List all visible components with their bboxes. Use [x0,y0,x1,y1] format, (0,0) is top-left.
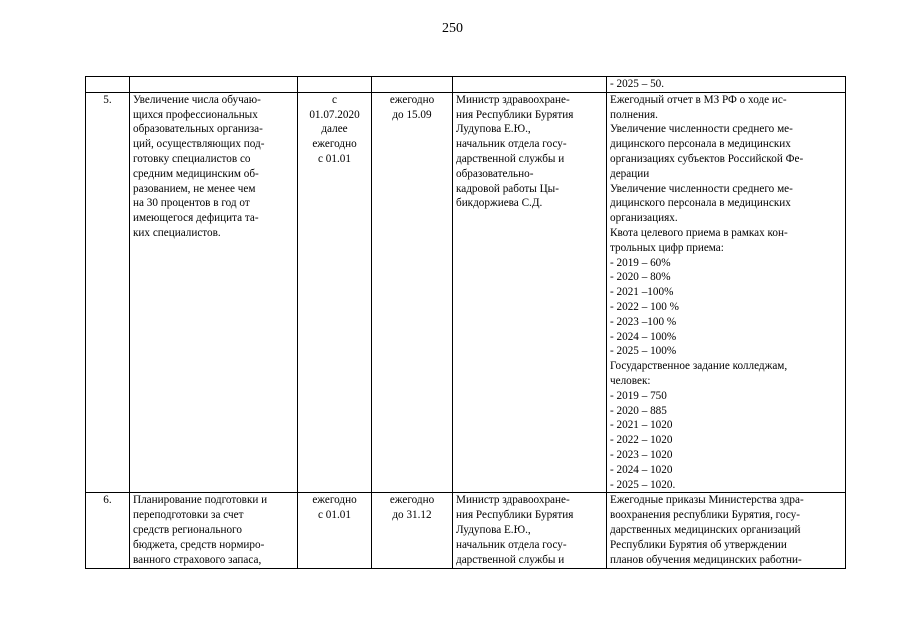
measure-line: имеющегося дефицита та- [133,212,259,225]
responsible-line: Министр здравоохране- [456,494,570,507]
result-line: Государственное задание колледжам, [610,360,788,373]
start-line: с 01.01 [318,509,351,522]
period-line: ежегодно [389,93,435,106]
start-line: ежегодно [312,138,357,151]
responsible-line: дарственной службы и [456,152,565,165]
start-line: с 01.01 [318,152,351,165]
result-line: Ежегодные приказы Министерства здра- [610,494,804,507]
cell-start-date [298,77,372,93]
responsible-line: ния Республики Бурятия [456,108,574,121]
cell-measure [130,493,298,569]
responsible-line: начальник отдела госу- [456,138,567,151]
result-line: трольных цифр приема: [610,241,724,254]
start-line: с [332,93,337,106]
cell-responsible [453,493,607,569]
plan-table [85,76,846,569]
measure-line: на 30 процентов в год от [133,197,250,210]
result-line: воохранения республики Бурятия, госу- [610,509,800,522]
period-line: до 15.09 [392,108,432,121]
responsible-line: бикдоржиева С.Д. [456,197,543,210]
result-line: дицинского персонала в медицинских [610,138,791,151]
table-row-6 [86,493,846,569]
responsible-line: образовательно- [456,167,534,180]
measure-line: ких специалистов. [133,226,221,239]
cell-number: 6. [86,493,130,569]
cell-responsible [453,92,607,493]
result-line: - 2024 – 1020 [610,463,673,476]
result-line: - 2025 – 50. [610,78,665,90]
table-body [86,77,846,569]
measure-line: средним медицинским об- [133,167,259,180]
responsible-line: начальник отдела госу- [456,538,567,551]
responsible-line: кадровой работы Цы- [456,182,559,195]
measure-line: ванного страхового запаса, [133,553,262,566]
result-line: - 2019 – 60% [610,256,671,269]
result-line: - 2019 – 750 [610,389,667,402]
result-line: Ежегодный отчет в МЗ РФ о ходе ис- [610,93,787,106]
cell-period [372,92,453,493]
result-line: Увеличение численности среднего ме- [610,182,793,195]
responsible-line: ния Республики Бурятия [456,509,574,522]
measure-line: средств регионального [133,523,242,536]
cell-period [372,77,453,93]
result-line: дерации [610,167,650,180]
period-line: ежегодно [389,494,435,507]
result-line: - 2022 – 1020 [610,434,673,447]
cell-period [372,493,453,569]
cell-number: 5. [86,92,130,493]
result-line: - 2021 – 1020 [610,419,673,432]
result-line: дицинского персонала в медицинских [610,197,791,210]
measure-line: готовку специалистов со [133,152,251,165]
measure-line: Планирование подготовки и [133,494,268,507]
result-line: - 2025 – 100% [610,345,677,358]
start-line: далее [321,123,348,136]
responsible-line: Лудупова Е.Ю., [456,523,531,536]
responsible-line: Министр здравоохране- [456,93,570,106]
result-line: человек: [610,374,651,387]
measure-line: переподготовки за счет [133,509,244,522]
result-line: - 2023 – 1020 [610,448,673,461]
result-line: планов обучения медицинских работни- [610,553,802,566]
cell-measure [130,92,298,493]
start-line: ежегодно [312,494,357,507]
responsible-line: дарственной службы и [456,553,565,566]
cell-start-date [298,92,372,493]
measure-line: ций, осуществляющих под- [133,138,265,151]
result-line: - 2020 – 885 [610,404,667,417]
cell-responsible [453,77,607,93]
page-number: 250 [442,21,463,36]
result-line: - 2022 – 100 % [610,300,679,313]
cell-measure [130,77,298,93]
cell-result [607,77,846,93]
result-line: организациях. [610,212,678,225]
result-line: дарственных медицинских организаций [610,523,801,536]
cell-result [607,493,846,569]
result-line: - 2025 – 1020. [610,478,676,491]
result-line: Увеличение численности среднего ме- [610,123,793,136]
result-line: организациях субъектов Российской Фе- [610,152,804,165]
measure-line: разованием, не менее чем [133,182,256,195]
measure-line: щихся профессиональных [133,108,258,121]
start-line: 01.07.2020 [309,108,360,121]
period-line: до 31.12 [392,509,432,522]
measure-line: образовательных организа- [133,123,263,136]
result-line: Квота целевого приема в рамках кон- [610,226,788,239]
table-row-5 [86,92,846,493]
responsible-line: Лудупова Е.Ю., [456,123,531,136]
cell-start-date [298,493,372,569]
measure-line: бюджета, средств нормиро- [133,538,265,551]
result-line: - 2023 –100 % [610,315,677,328]
result-line: Республики Бурятия об утверждении [610,538,787,551]
cell-number [86,77,130,93]
cell-result [607,92,846,493]
result-line: - 2024 – 100% [610,330,677,343]
result-line: - 2021 –100% [610,286,674,299]
measure-line: Увеличение числа обучаю- [133,93,261,106]
table-row-continuation [86,77,846,93]
result-line: - 2020 – 80% [610,271,671,284]
result-line: полнения. [610,108,658,121]
